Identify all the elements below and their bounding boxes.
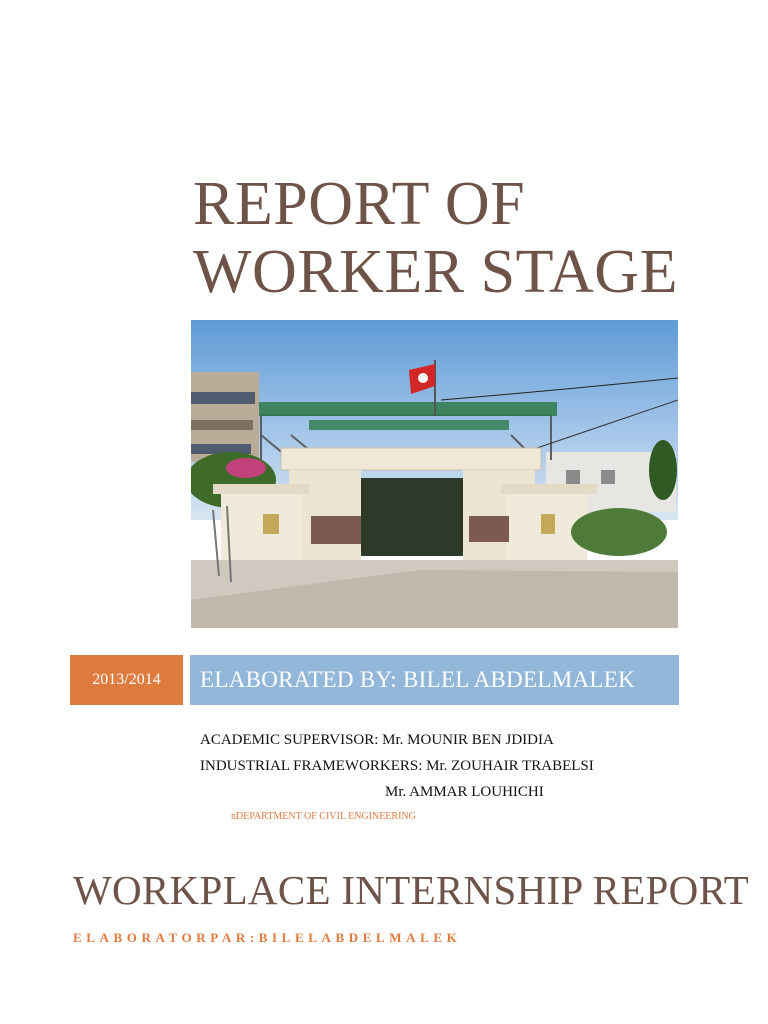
photo-sign-french <box>309 420 509 430</box>
industrial-frameworkers: INDUSTRIAL FRAMEWORKERS: Mr. ZOUHAIR TRABELSI <box>200 758 594 774</box>
industrial-frameworker-2: Mr. AMMAR LOUHICHI <box>385 784 544 800</box>
report-title-line-2: WORKER STAGE <box>193 238 678 306</box>
author-box: ELABORATED BY: BILEL ABDELMALEK <box>190 655 679 705</box>
author-tagline: ELABORATORPAR:BILELABDELMALEK <box>73 930 462 945</box>
report-subtitle: WORKPLACE INTERNSHIP REPORT <box>73 867 750 913</box>
report-title-line-1: REPORT OF <box>193 170 526 238</box>
academic-supervisor: ACADEMIC SUPERVISOR: Mr. MOUNIR BEN JDIDIA <box>200 732 554 748</box>
cover-photo <box>191 320 678 628</box>
photo-sign-arabic <box>259 402 557 416</box>
department-label: nDEPARTMENT OF CIVIL ENGINEERING <box>231 811 416 822</box>
photo-bush-right <box>571 508 667 556</box>
report-title <box>193 170 678 306</box>
year-box: 2013/2014 <box>70 655 183 705</box>
